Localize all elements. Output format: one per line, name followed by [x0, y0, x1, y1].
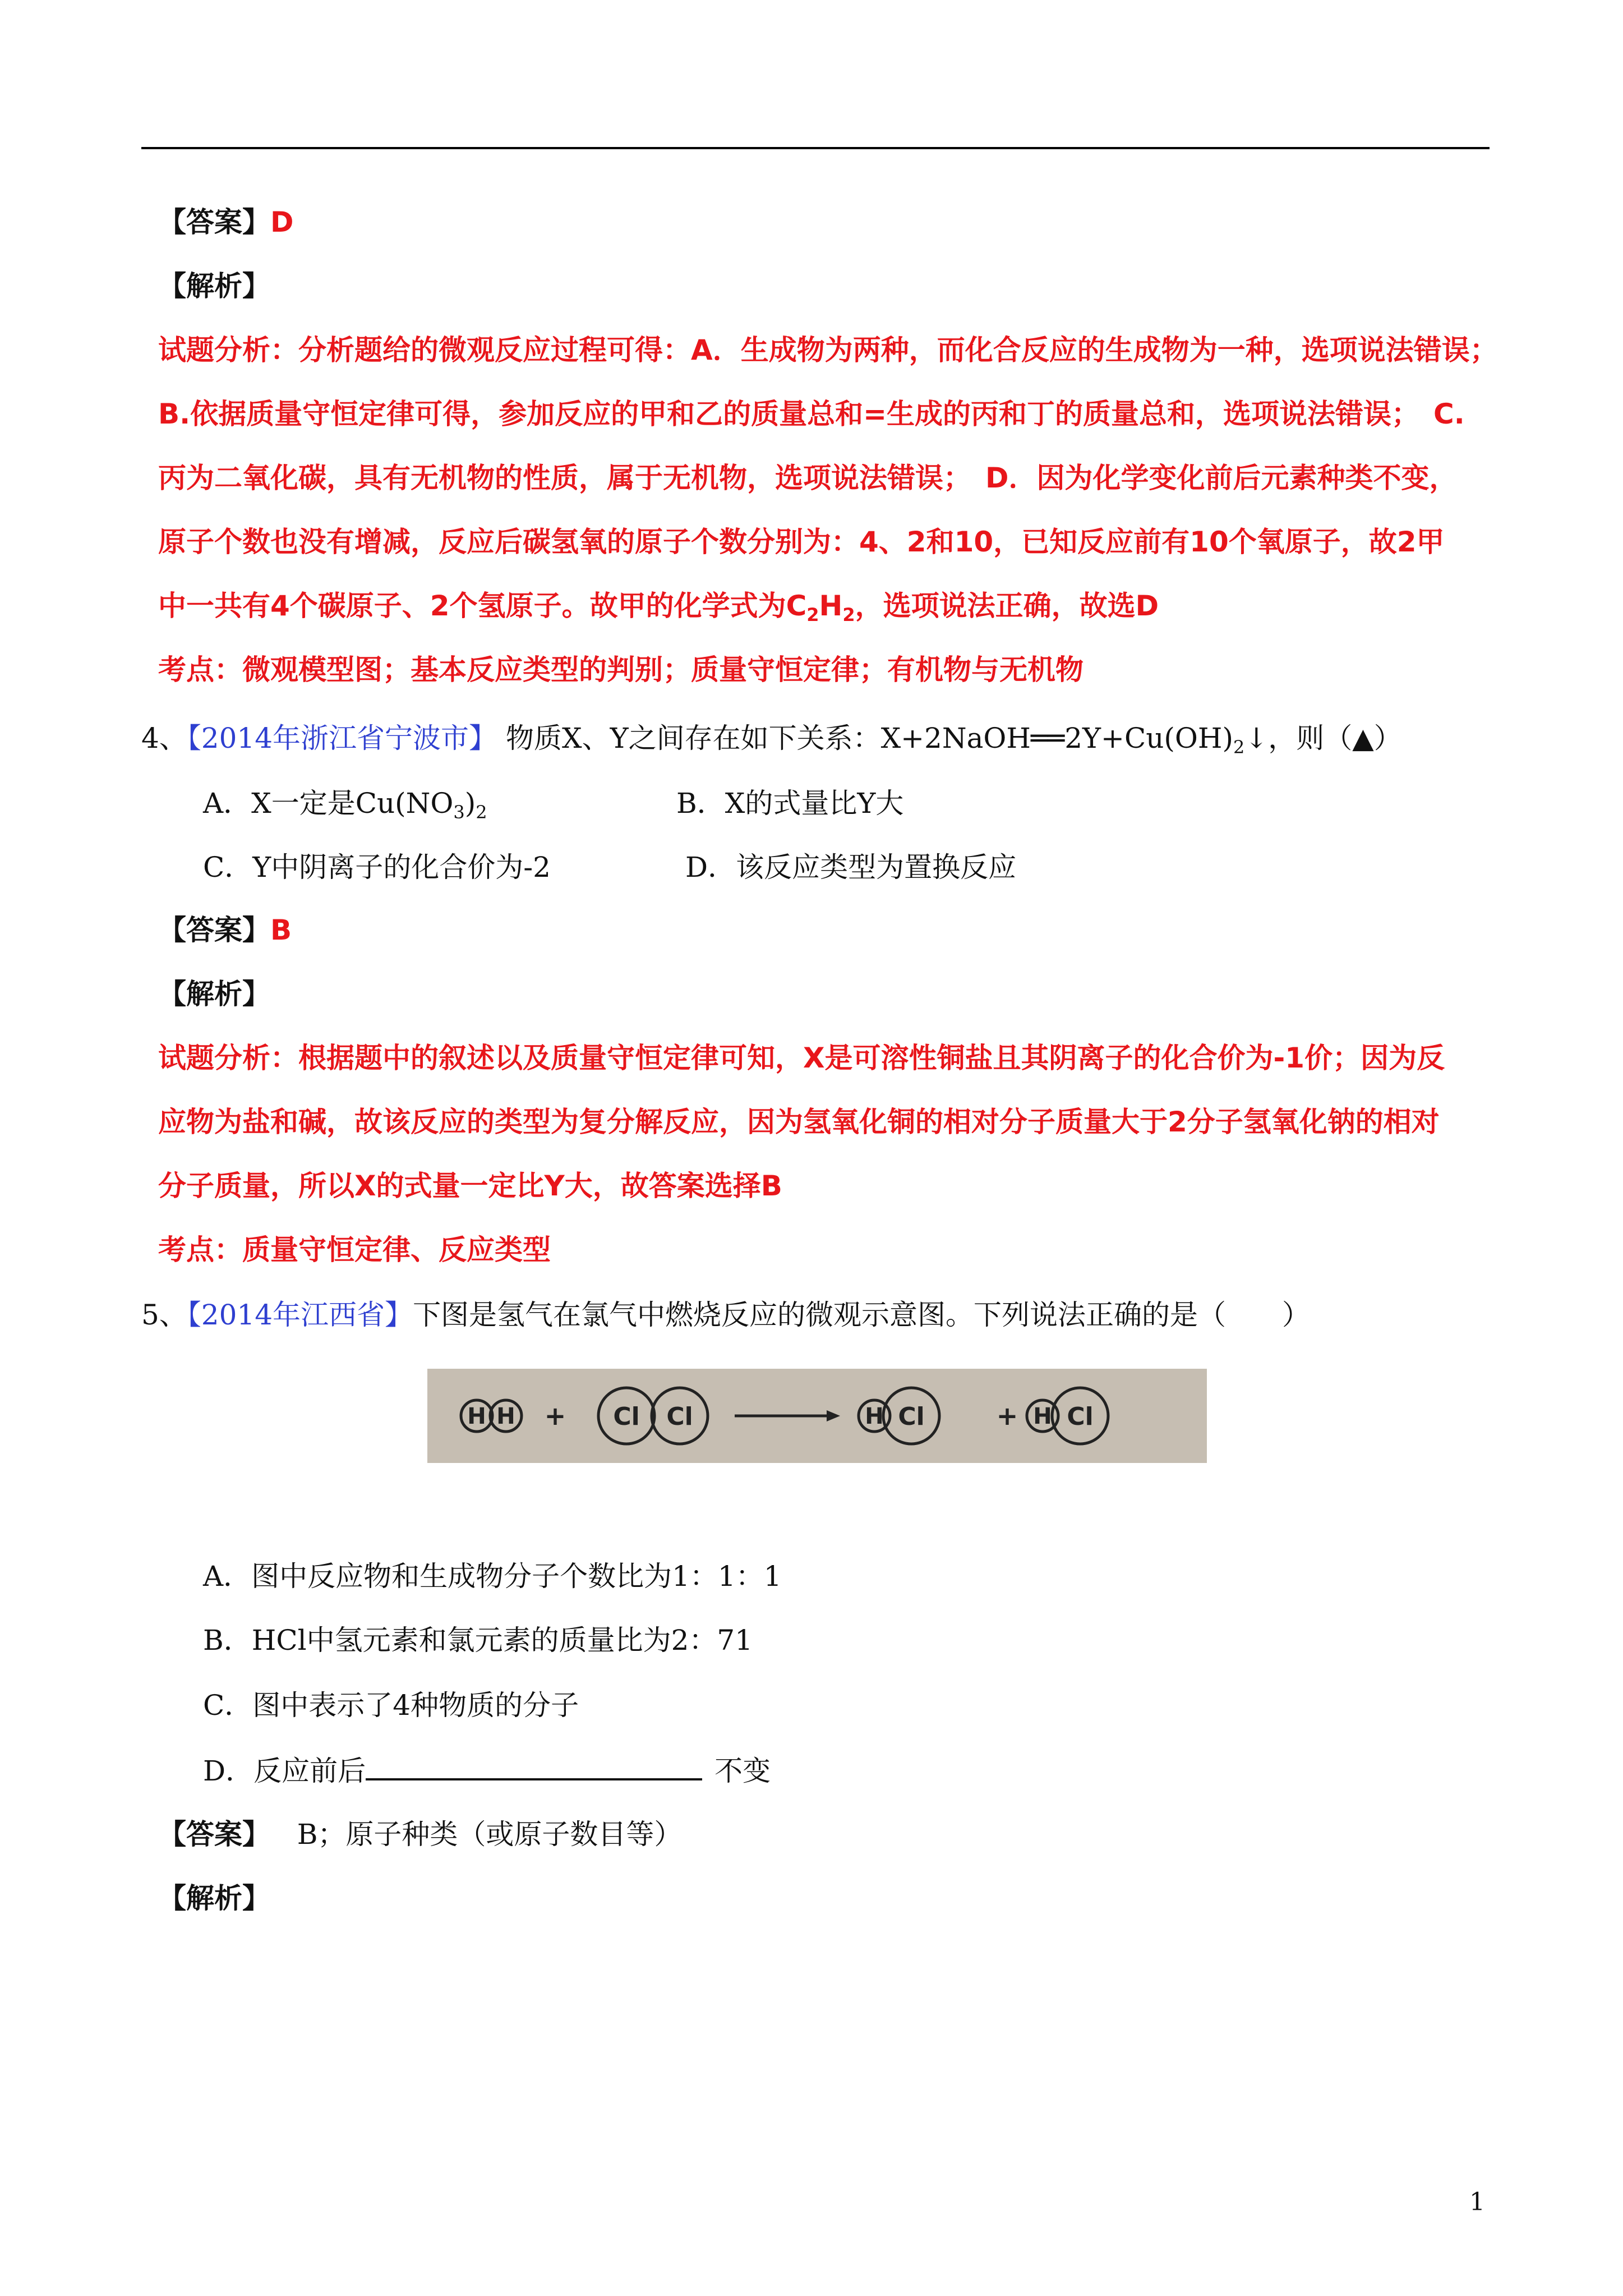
q5-option-a: A．图中反应物和生成物分子个数比为1：1：1: [203, 1560, 782, 1593]
q3-analysis-line: [158, 589, 1159, 623]
plus-sign: +: [996, 1401, 1018, 1431]
question-source: 【2014年江西省】: [187, 1299, 413, 1331]
q4-analysis-line: 应物为盐和碱，故该反应的类型为复分解反应，因为氢氧化铜的相对分子质量大于2分子氢氧化钠的相对: [158, 1106, 1440, 1138]
q4-analysis-line: 分子质量，所以X的式量一定比Y大，故答案选择B: [158, 1170, 782, 1202]
text: 不变: [714, 1755, 771, 1787]
answer-label: 【答案】: [158, 206, 270, 238]
question-number: 5、: [141, 1299, 187, 1331]
subscript: 2: [1233, 737, 1245, 758]
q3-analysis-line: 丙为二氧化碳，具有无机物的性质，属于无机物，选项说法错误； D．因为化学变化前后元素种类不变，: [158, 462, 1458, 494]
q4-option-d: D．该反应类型为置换反应: [685, 851, 1017, 884]
q4-option-b: B．X的式量比Y大: [676, 787, 904, 820]
plus-sign: +: [544, 1401, 566, 1431]
q5-stem: [141, 1298, 1310, 1332]
q4-analysis-line: 试题分析：根据题中的叙述以及质量守恒定律可知，X是可溶性铜盐且其阴离子的化合价为-1价；因为反: [158, 1042, 1445, 1074]
answer-label: 【答案】: [158, 914, 270, 946]
question-number: 4、: [141, 722, 187, 754]
q4-option-c: C．Y中阴离子的化合价为-2: [203, 851, 551, 884]
text: ): [464, 787, 476, 820]
cl-label: Cl: [898, 1402, 925, 1431]
q4-answer: [158, 913, 292, 947]
h-label: H: [467, 1404, 486, 1429]
cl-label: Cl: [1067, 1402, 1094, 1431]
subscript: 2: [806, 604, 819, 625]
answer-value: B；原子种类（或原子数目等）: [297, 1818, 683, 1851]
text: ，选项说法正确，故选D: [855, 590, 1159, 622]
q3-analysis-line: B.依据质量守恒定律可得，参加反应的甲和乙的质量总和=生成的丙和丁的质量总和，选项说法错误； C.: [158, 398, 1465, 430]
text: 中一共有4个碳原子、2个氢原子。故甲的化学式为C: [158, 590, 807, 622]
q4-kaodian: 考点：质量守恒定律、反应类型: [158, 1234, 551, 1266]
q4-analysis-label: 【解析】: [158, 978, 270, 1010]
text: H: [819, 590, 843, 622]
q3-analysis-line: 原子个数也没有增减，反应后碳氢氧的原子个数分别为：4、2和10，已知反应前有10个氧原子，故2甲: [158, 526, 1445, 558]
text: 下图是氢气在氯气中燃烧反应的微观示意图。下列说法正确的是（ ）: [413, 1299, 1311, 1331]
reaction-figure: [427, 1369, 1207, 1463]
fill-in-blank: [366, 1752, 702, 1780]
q4-option-a: [203, 786, 487, 823]
text: D．反应前后: [203, 1755, 366, 1787]
q3-analysis-label: 【解析】: [158, 270, 270, 302]
header-rule: [141, 147, 1490, 149]
subscript: 2: [842, 604, 855, 625]
q4-stem: [141, 721, 1402, 758]
page-number: 1: [1469, 2188, 1485, 2216]
q5-option-c: C．图中表示了4种物质的分子: [203, 1689, 579, 1722]
subscript: 3: [453, 802, 465, 823]
q3-kaodian: 考点：微观模型图；基本反应类型的判别；质量守恒定律；有机物与无机物: [158, 654, 1083, 686]
cl-label: Cl: [666, 1402, 693, 1431]
q5-analysis-label: 【解析】: [158, 1882, 270, 1915]
text: 物质X、Y之间存在如下关系：X+2NaOH══2Y+Cu(OH): [505, 722, 1234, 754]
q5-option-b: B．HCl中氢元素和氯元素的质量比为2：71: [203, 1624, 753, 1657]
q3-answer: [158, 205, 294, 239]
answer-value: D: [270, 206, 294, 238]
text: A．X一定是Cu(NO: [203, 787, 454, 820]
answer-value: B: [270, 914, 292, 946]
q5-option-d: [203, 1752, 771, 1788]
cl-label: Cl: [613, 1402, 640, 1431]
question-source: 【2014年浙江省宁波市】: [187, 722, 497, 754]
q5-answer: [158, 1818, 682, 1851]
answer-label: 【答案】: [158, 1818, 270, 1851]
subscript: 2: [476, 802, 487, 823]
h-label: H: [496, 1404, 515, 1429]
text: ↓，则（▲）: [1244, 722, 1402, 754]
q3-analysis-line: 试题分析：分析题给的微观反应过程可得：A．生成物为两种，而化合反应的生成物为一种，选项说法错误；: [158, 334, 1498, 366]
h-label: H: [865, 1404, 884, 1429]
h-label: H: [1033, 1404, 1052, 1429]
